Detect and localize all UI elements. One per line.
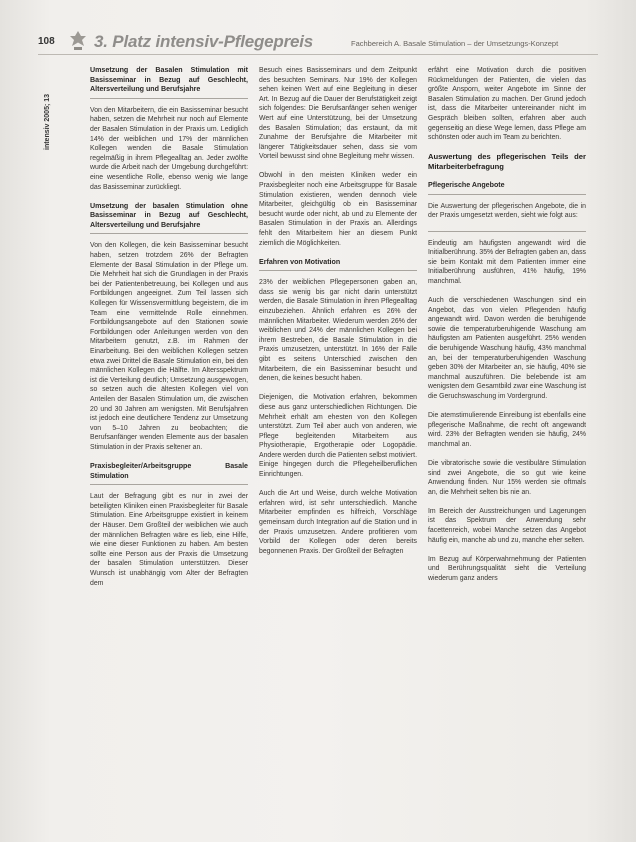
- heading-rule: [90, 98, 248, 99]
- page-header: [38, 30, 598, 55]
- heading-rule: [90, 484, 248, 485]
- paragraph: Im Bereich der Ausstreichungen und Lagerungen ist das Spektrum der Anwendung sehr facettenreich, wobei Manche setzen das Angebot häufig ein, manche ab und zu, manche eher selten.: [428, 507, 586, 544]
- paragraph: Obwohl in den meisten Kliniken weder ein Praxisbegleiter noch eine Arbeitsgruppe für Basale Stimulation existieren, wenden dennoch viele Mitarbeiter, gleichgültig ob ein Basisseminar besucht wurde oder nicht, ab und zu Elemente der Basalen Stimulation in der Praxis an. Allerdings fehlt den Mitarbeitern hier an diesem Punkt ziemlich die Möglichkeiten.: [259, 172, 417, 247]
- section-heading: Erfahren von Motivation: [259, 257, 341, 266]
- paragraph: erfährt eine Motivation durch die positiven Rückmeldungen der Patienten, die vielen das größte Ansporn, weiter Angebote im Sinne der Basalen Stimulation zu machen. Der Grund jedoch ist, dass die Mitarbeiter untereinander nicht im Gespräch bleiben sollten, erfahren aber auch gegenseitig an diese Wege lernen, dass Pflege am schönsten oder auch im Team zu berichten.: [428, 67, 586, 142]
- paragraph: Die Auswertung der pflegerischen Angebote, die in der Praxis umgesetzt werden, sieht wie folgt aus:: [428, 202, 586, 220]
- paragraph: Auch die verschiedenen Waschungen sind ein Angebot, das von vielen Pflegenden häufig angewandt wird. Davon werden die beruhigende sowie die temperaturberuhigende Waschung am häufigsten am Patienten ausgeführt. 25% wenden die beruhigende Waschung häufig, 43% manchmal an, bei der temperaturberuhigenden Waschung geben 30% der Mitarbeiter an, sie häufig, 40% sie manchmal auszuführen. Die belebende ist am wenigsten dem Gesamtbild zwar eine Waschung ist die Geruchswaschung im Vordergrund.: [428, 297, 586, 400]
- paragraph: 23% der weiblichen Pflegepersonen gaben an, dass sie wenig bis gar nicht darin unterstützt werden, die Basale Stimulation in ihren Pflegealltag einzubeziehen. Ähnlich erfahren es 26% der männlichen Mitarbeiter. Wiederum werden 26% der weiblichen und 24% der männlichen Kollegen bei ihrem Bestreben, die Basale Stimulation in die Praxis umzusetzen, unterstützt. In 16% der Fälle gibt es seitens Unterschied zwischen den Mitarbeitern, die ein Basisseminar besucht und denen, die keines besucht haben.: [259, 279, 417, 383]
- section-heading: Pflegerische Angebote: [428, 181, 505, 190]
- heading-rule: [428, 194, 586, 195]
- header-subtitle: Fachbereich A. Basale Stimulation – der Umsetzungs-Konzept: [351, 39, 559, 48]
- section-heading: Umsetzung der Basalen Stimulation mit Basisseminar in Bezug auf Geschlecht, Altersverteilung und Berufsjahre: [90, 66, 248, 94]
- section-heading: Praxisbegleiter/Arbeitsgruppe Basale Stimulation: [90, 461, 248, 480]
- page-title: 3. Platz intensiv-Pflegepreis: [94, 32, 314, 51]
- paragraph: Von den Kollegen, die kein Basisseminar besucht haben, setzen trotzdem 26% der Befragten Elemente der Basal Stimulation in der Pflege um. Die Mehrheit hat sich die Grundlagen in der Praxis bei der Patientenbetreuung, bei Kollegen und aus Fortbildungen angeeignet. Zum Teil lassen sich Kollegen für Wissensvermittlung begeistern, die im Team eine vermittelnde Rolle einnehmen. Fortbildungsangebote auf den Stationen sowie Fortbildungen oder Anleitungen werden von den Mitarbeitern genutzt, z.B. im Rahmen der Einarbeitung. Bei den weiblichen Kollegen setzen etwa zwei Drittel die Basale Stimulation ein, bei den männlichen Kollegen die Hälfte. Im Altersspektrum ist die Verteilung deutlich; Umsetzung ausgewogen, so setzen auch die ältesten Kollegen viel von Anteilen der Basalen Stimulation um, die zwischen 20 und 30 Jahren am wenigsten. Mit Berufsjahren ist jedoch eine deutlichere Tendenz zur Umsetzung von 5–10 Jahren zu beobachten; die Berufsanfänger wenden Elemente aus der basalen Stimulation in der Praxis seltener an.: [90, 242, 248, 451]
- paragraph: Besuch eines Basisseminars und dem Zeitpunkt des besuchten Seminars. Nur 19% der Kollegen sehen keinen Wert auf eine Begleitung in dieser Art. In Bezug auf die Dauer der Berufstätigkeit zeigt sich folgendes: Die Berufsanfänger sehen weniger Wert auf eine Unterstützung, bei der Umsetzung des Basalen Stimulation; das erstaunt, da mit Zunahme der Berufsjahre die Mitarbeiter mit längerer Tätigkeitsdauer sehen, dass sie vom Vorteil bewusst sind ohne Begleitung mehr wissen.: [259, 67, 417, 161]
- paragraph: Die vibratorische sowie die vestibuläre Stimulation sind zwei Angebote, die so gut wie keine Anwendung finden. Nur 15% werden sie oftmals an, die Mehrheit selten bis nie an.: [428, 459, 586, 496]
- award-trophy-icon: [67, 30, 89, 52]
- divider: [428, 231, 586, 232]
- paragraph: Auch die Art und Weise, durch welche Motivation erfahren wird, ist sehr unterschiedlich. Manche Mitarbeiter empfinden es hilfreich, Vorschläge gemeinsam durch Integration auf die Station und in der Praxis umzusetzen. Andere profitieren vom Vorbild der Kollegen oder deren bereits begonnenen Praxis. Der Großteil der Befragten: [259, 490, 417, 555]
- section-heading: Umsetzung der basalen Stimulation ohne Basisseminar in Bezug auf Geschlecht, Altersverteilung und Berufsjahre: [90, 201, 248, 229]
- journal-side-label-text: intensiv 2005; 13: [44, 93, 51, 150]
- paragraph: Diejenigen, die Motivation erfahren, bekommen diese aus ganz unterschiedlichen Richtungen. Die Mehrheit erhält am ehesten von den Kollegen unterstützt. Zum Teil aber auch von anderen, wie Pflege begleitenden Mitarbeitern aus Physiotherapie, Ergotherapie oder Logopädie. Andere werden durch die Patienten selbst motiviert. Einige hingegen durch die Pflegeheilberuflichen Einrichtungen.: [259, 394, 417, 479]
- text-column-3: [428, 66, 586, 593]
- paragraph: Laut der Befragung gibt es nur in zwei der beteiligten Kliniken einen Praxisbegleiter für Basale Stimulation. Eine Arbeitsgruppe existiert in keinem der Häuser. Dem Großteil der weiblichen wie auch der männlichen Befragten wäre es lieb, eine Hilfe, wie eine dieser Funktionen zu haben. Am besten sollte eine Person aus der Praxis die Umsetzung der basalen Stimulation unterstützen. Dieser Wunsch ist unabhängig vom Alter der Befragten dem: [90, 493, 248, 587]
- paragraph: Von den Mitarbeitern, die ein Basisseminar besucht haben, setzen die Mehrheit nur noch auf Elemente der Basalen Stimulation in der Praxis um. Lediglich 14% der weiblichen und 17% der männlichen Kollegen wenden die Basale Stimulation regelmäßig in ihrem Pflegealltag an. Jeder zwölfte wurde die Arbeit nach der Umgebung durchgeführt: eine wesentliche Rolle, ebenso wenig wie lange das Basisseminar zurückliegt.: [90, 106, 248, 191]
- paragraph: Eindeutig am häufigsten angewandt wird die Initialberührung. 35% der Befragten gaben an, dass sie beim Kontakt mit dem Patienten immer eine Initialberührung ausführen, 41% häufig, 19% manchmal.: [428, 239, 586, 285]
- paragraph: Die atemstimulierende Einreibung ist ebenfalls eine pflegerische Maßnahme, die recht oft angewandt wird. 23% der Befragten wenden sie häufig, 24% manchmal an.: [428, 412, 586, 448]
- journal-side-label: [44, 70, 56, 150]
- text-column-1: [90, 66, 248, 598]
- page-number: 108: [38, 36, 55, 47]
- paragraph: Im Bezug auf Körperwahrnehmung der Patienten und Berührungsqualität sieht die Verteilung wiederum ganz anders: [428, 555, 586, 582]
- text-column-2: [259, 66, 417, 566]
- heading-rule: [90, 233, 248, 234]
- section-heading-major: Auswertung des pflegerischen Teils der Mitarbeiterbefragung: [428, 152, 586, 172]
- heading-rule: [259, 270, 417, 271]
